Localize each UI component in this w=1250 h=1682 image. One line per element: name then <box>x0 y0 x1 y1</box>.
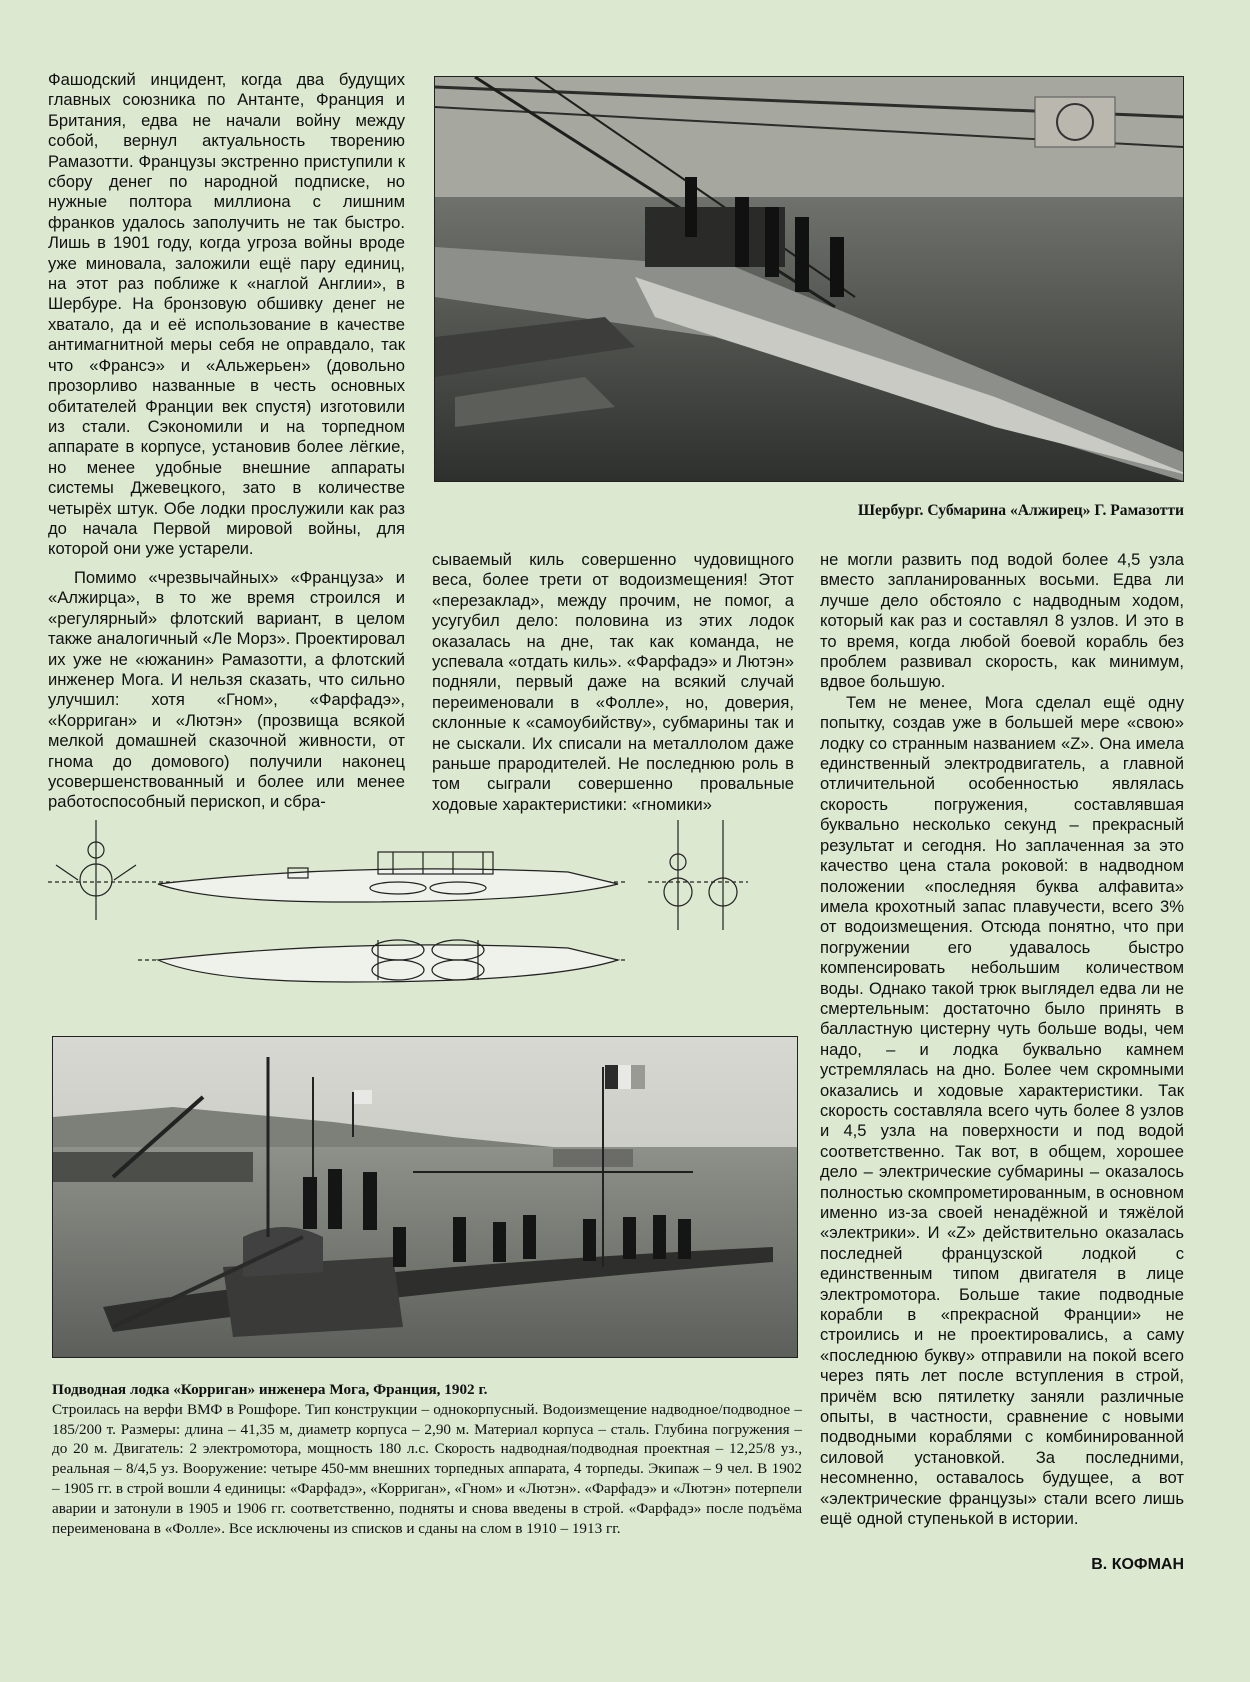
column-1-bottom <box>48 568 405 813</box>
caption-top-photo: Шербург. Субмарина «Алжирец» Г. Рамазотти <box>857 502 1184 519</box>
caption-title: Подводная лодка «Корриган» инженера Мога, Франция, 1902 г. <box>52 1381 488 1398</box>
caption-text: Строилась на верфи ВМФ в Рошфоре. Тип конструкции – однокорпусный. Водоизмещение надводное/подводное – 185/200 т. Размеры: длина – 41,35 м, диаметр корпуса – 2,90 м. Материал корпуса – сталь. Глубина погружения – до 20 м. Двигатель: 2 электромотора, мощность 180 л.с. Скорость надводная/подводная проектная – 12,25/8 уз., реальная – 8/4,5 уз. Вооружение: четыре 450-мм внешних торпедных аппарата, 4 торпеды. Экипаж – 9 чел. В 1902 – 1905 гг. в строй вошли 4 единицы: «Фарфадэ», «Корриган», «Гном» и «Лютэн». «Фарфадэ» и «Лютэн» потерпели аварии и затонули в 1905 и 1906 гг. соответственно, подняты и снова введены в строй. «Фарфадэ» после подъёма переименована в «Фолле». Все исключены из списков и сданы на слом в 1910 – 1913 гг. <box>52 1400 802 1537</box>
photo-submarine-dock <box>434 76 1184 482</box>
paragraph: Фашодский инцидент, когда два будущих главных союзника по Антанте, Франция и Британия, едва не начали войну между собой, вернул актуальность творению Рамазотти. Французы экстренно приступили к сбору денег по народной подписке, но нужные полтора миллиона с лишним франков удалось заполучить не так быстро. Лишь в 1901 году, когда угроза войны вроде уже миновала, заложили ещё пару единиц, на этот раз поближе к «наглой Англии», в Шербуре. На бронзовую обшивку денег не хватало, да и её использование в качестве антимагнитной меры себя не оправдало, так что «Франсэ» и «Альжерьен» (довольно прозорливо названные в честь основных обитателей Франции век спустя) изготовили из стали. Сэкономили и на торпедном аппарате в корпусе, установив более лёгкие, но менее удобные внешние аппараты системы Джевецкого, зато в количестве четырёх штук. Обе лодки прослужили как раз до начала Первой мировой войны, для которой они уже устарели. <box>48 70 405 559</box>
author: В. КОФМАН <box>1091 1556 1184 1573</box>
paragraph: Помимо «чрезвычайных» «Француза» и «Алжирца», в то же время строился и «регулярный» флотский вариант, в целом также аналогичный «Ле Морз». Проектировал их уже не «южанин» Рамазотти, а флотский инженер Мога. И нельзя сказать, что сильно улучшил: хотя «Гном», «Фарфадэ», «Корриган» и «Лютэн» (прозвища всякой мелкой домашней сказочной живности, от гнома до домового) получили наконец усовершенствованный и более или менее работоспособный перископ, и сбра- <box>48 568 405 812</box>
column-3 <box>820 550 1184 1530</box>
technical-drawing <box>48 820 808 1010</box>
paragraph: не могли развить под водой более 4,5 узла вместо запланированных восьми. Едва ли лучше дело обстояло с надводным ходом, который как раз и составлял 8 узлов. И это в то время, когда любой боевой корабль без проблем развивал скорость, как минимум, вдвое большую. <box>820 550 1184 692</box>
photo-korrigan <box>52 1036 798 1358</box>
column-1-top <box>48 70 405 560</box>
photo-submarine-dock-drawing <box>435 77 1183 481</box>
submarine-blueprint <box>48 820 808 1010</box>
paragraph: Тем не менее, Мога сделал ещё одну попытку, создав уже в большей мере «свою» лодку со странным названием «Z». Она имела единственный электродвигатель, а главной отличительной особенностью являлась скорость погружения, составлявшая буквально несколько секунд – прекрасный результат и сегодня. Но заплаченная за это качество цена стала роковой: в надводном положении «последняя буква алфавита» имела крохотный запас плавучести, всего 3% от водоизмещения. Отсюда понятно, что при погружении его удавалось быстро компенсировать небольшим количеством воды. Однако такой трюк выглядел едва ли не смертельным: достаточно было принять в балластную цистерну чуть больше воды, чем надо, – и лодка буквально камнем устремлялась на дно. Более чем скромными оказались и ходовые характеристики. Так скорость составляла всего чуть более 8 узлов и 4,5 узла на поверхности и под водой соответственно. Так вот, в общем, хорошее дело – электрические субмарины – оказалось полностью скомпрометированным, в основном именно из-за своей ненадёжной и тяжёлой «электрики». И «Z» действительно оказалась последней французской лодкой с единственным типом двигателя в лице электромотора. Больше такие подводные корабли в «прекрасной Франции» не строились и не проектировались, а саму «последнюю букву» отправили на покой всего через пять лет после вступления в строй, причём всю пятилетку заняли различные опыты, в частности, сравнение с новыми подводными кораблями с комбинированной силовой установкой. За последними, несомненно, оставалось будущее, а вот «электрические французы» стали всего лишь ещё одной ступенькой в истории. <box>820 692 1184 1529</box>
photo-korrigan-drawing <box>53 1037 797 1357</box>
column-2 <box>432 550 794 815</box>
paragraph: сываемый киль совершенно чудовищного веса, более трети от водоизмещения! Этот «перезаклад», между прочим, не помог, а усугубил дело: половина из этих лодок оказалась на дне, так как команда, не успевала «отдать киль». «Фарфадэ» и Лютэн» подняли, первый даже на всякий случай переименовали в «Фолле», но, доверия, склонные к «самоубийству», субмарины так и не сыскали. Их списали на металлолом даже раньше прародителей. Не последнюю роль в том сыграли совершенно провальные ходовые характеристики: «гномики» <box>432 550 794 814</box>
caption-bottom-photo <box>52 1380 802 1538</box>
